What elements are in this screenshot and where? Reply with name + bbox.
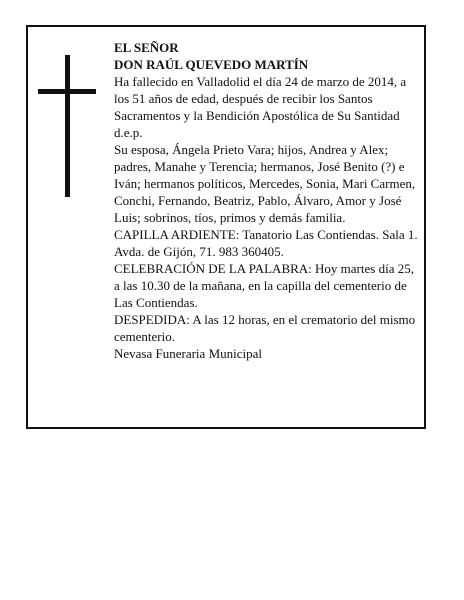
obituary-notice [26,25,426,429]
cross-horizontal-bar [38,89,96,94]
notice-paragraph-farewell: DESPEDIDA: A las 12 horas, en el crematorio del mismo cementerio. [114,312,416,344]
cross-icon [38,55,96,197]
notice-paragraph-death: Ha fallecido en Valladolid el día 24 de marzo de 2014, a los 51 años de edad, después de recibir los Santos Sacramentos y la Bendición Apostólica de Su Santidad d.e.p. [114,74,407,140]
notice-heading-title: EL SEÑOR [114,40,179,55]
notice-text [114,39,420,362]
notice-paragraph-funeral-home: Nevasa Funeraria Municipal [114,346,263,361]
notice-paragraph-family: Su esposa, Ángela Prieto Vara; hijos, Andrea y Alex; padres, Manahe y Terencia; hermanos, José Benito (?) e Iván; hermanos políticos, Mercedes, Sonia, Mari Carmen, Conchi, Fernando, Beatriz, Pablo, Álvaro, Amor y José Luis; sobrinos, tíos, primos y demás familia. [114,142,416,225]
notice-heading-name: DON RAÚL QUEVEDO MARTÍN [114,57,309,72]
cross-vertical-bar [65,55,70,197]
notice-paragraph-chapel: CAPILLA ARDIENTE: Tanatorio Las Contiendas. Sala 1. Avda. de Gijón, 71. 983 360405. [114,227,418,259]
notice-paragraph-ceremony: CELEBRACIÓN DE LA PALABRA: Hoy martes día 25, a las 10.30 de la mañana, en la capilla del cementerio de Las Contiendas. [114,261,414,310]
